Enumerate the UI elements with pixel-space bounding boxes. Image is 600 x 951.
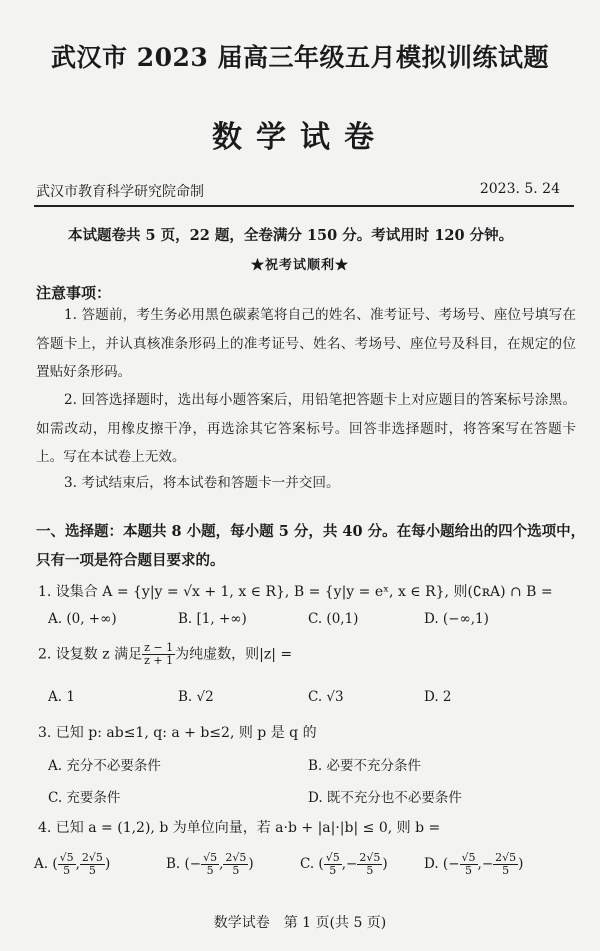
q4-d-label: D. ( — [424, 856, 449, 872]
exam-intro: 本试题卷共 5 页，22 题，全卷满分 150 分。考试用时 120 分钟。 — [68, 227, 514, 244]
q3-option-b: B. 必要不充分条件 — [308, 758, 422, 774]
q4-b-den1: 5 — [206, 864, 214, 877]
question-1-stem: 1. 设集合 A = {y|y = √x + 1, x ∈ R}, B = {y|y = eˣ, x ∈ R}, 则(∁ʀA) ∩ B = — [38, 584, 553, 600]
q1-option-d: D. (−∞,1) — [424, 611, 489, 627]
q4-c-den1: 5 — [329, 864, 337, 877]
q1-option-a: A. (0, +∞) — [48, 611, 117, 627]
q3-option-c: C. 充要条件 — [48, 790, 121, 806]
page-footer: 数学试卷 第 1 页(共 5 页) — [213, 915, 387, 931]
q4-b-sign1: − — [189, 856, 202, 872]
q2-stem-post: 为纯虚数，则|z| = — [175, 646, 293, 663]
section-heading: 一、选择题：本题共 8 小题，每小题 5 分，共 40 分。在每小题给出的四个选项中，只有一项是符合题目要求的。 — [36, 523, 586, 569]
q4-option-a: A. ( $\frac{√5}{5}$ , $\frac{2√5}{5}$ ) — [34, 851, 111, 877]
q4-c-num1: √5 — [325, 851, 340, 864]
q4-a-frac2 — [80, 852, 105, 877]
question-2-stem — [38, 642, 292, 667]
q4-option-b: B. (− $\frac{√5}{5}$ , $\frac{2√5}{5}$ ) — [166, 851, 254, 877]
q4-b-num2: 2√5 — [225, 851, 247, 864]
q4-d-den1: 5 — [465, 864, 473, 877]
q4-b-frac1 — [201, 852, 219, 877]
question-4-stem: 4. 已知 a = (1,2), b 为单位向量，若 a·b + |a|·|b| ≤ 0, 则 b = — [38, 820, 441, 836]
q4-c-num2: 2√5 — [359, 851, 381, 864]
notice-item: 1. 答题前，考生务必用黑色碳素笔将自己的姓名、准考证号、考场号、座位号填写在答题卡上，并认真核准条形码上的准考证号、姓名、考场号、座位号及科目，在规定的位置贴好条形码。 — [36, 307, 576, 380]
q2-option-b: B. √2 — [178, 689, 214, 705]
q4-d-num1: √5 — [461, 851, 476, 864]
header-divider — [34, 205, 574, 207]
q2-fraction — [142, 642, 175, 667]
exam-title: 武汉市 2023 届高三年级五月模拟训练试题 — [51, 43, 549, 72]
q4-b-num1: √5 — [203, 851, 218, 864]
notice-item: 3. 考试结束后，将本试卷和答题卡一并交回。 — [64, 475, 340, 491]
q4-c-den2: 5 — [366, 864, 374, 877]
q1-option-c: C. (0,1) — [308, 611, 359, 627]
q4-d-sign2: − — [481, 856, 494, 872]
q3-option-d: D. 既不充分也不必要条件 — [308, 790, 462, 806]
q4-c-frac2 — [357, 852, 382, 877]
q4-option-c: C. ( $\frac{√5}{5}$ ,− $\frac{2√5}{5}$ ) — [300, 851, 388, 877]
q4-d-den2: 5 — [502, 864, 510, 877]
q2-frac-numerator: z − 1 — [144, 641, 174, 654]
q1-option-b: B. [1, +∞) — [178, 611, 247, 627]
q4-a-den1: 5 — [63, 864, 71, 877]
good-luck-line: ★祝考试顺利★ — [250, 258, 349, 273]
q4-c-label: C. ( — [300, 856, 324, 872]
q2-option-a: A. 1 — [48, 689, 75, 705]
q4-a-frac1 — [58, 852, 76, 877]
q4-d-sign1: − — [448, 856, 460, 872]
question-3-stem: 3. 已知 p: ab≤1, q: a + b≤2, 则 p 是 q 的 — [38, 725, 317, 741]
notice-heading: 注意事项： — [36, 284, 112, 302]
q2-stem-pre: 2. 设复数 z 满足 — [38, 646, 143, 663]
q4-d-num2: 2√5 — [495, 851, 517, 864]
q3-option-a: A. 充分不必要条件 — [48, 758, 161, 774]
q4-b-frac2 — [223, 852, 248, 877]
q4-c-sign2: − — [346, 856, 358, 872]
q2-option-d: D. 2 — [424, 689, 452, 705]
exam-subject: 数学试卷 — [212, 120, 388, 155]
q4-d-frac1 — [460, 852, 478, 877]
q4-a-num1: √5 — [59, 851, 74, 864]
q2-frac-denominator: z + 1 — [144, 654, 174, 667]
q4-c-frac1 — [324, 852, 342, 877]
q4-b-den2: 5 — [232, 864, 240, 877]
q4-a-label: A. ( — [34, 856, 58, 872]
q4-a-num2: 2√5 — [81, 851, 103, 864]
q2-option-c: C. √3 — [308, 689, 344, 705]
exam-date: 2023. 5. 24 — [479, 181, 560, 197]
notice-item: 2. 回答选择题时，选出每小题答案后，用铅笔把答题卡上对应题目的答案标号涂黑。如需改动，用橡皮擦干净，再选涂其它答案标号。回答非选择题时，将答案写在答题卡上。写在本试卷上无效。 — [36, 392, 576, 465]
q4-option-d: D. (− $\frac{√5}{5}$ ,− $\frac{2√5}{5}$ ) — [424, 851, 524, 877]
issuer: 武汉市教育科学研究院命制 — [36, 184, 204, 200]
q4-b-label: B. ( — [166, 856, 190, 872]
q4-a-den2: 5 — [88, 864, 96, 877]
q4-d-frac2 — [493, 852, 518, 877]
